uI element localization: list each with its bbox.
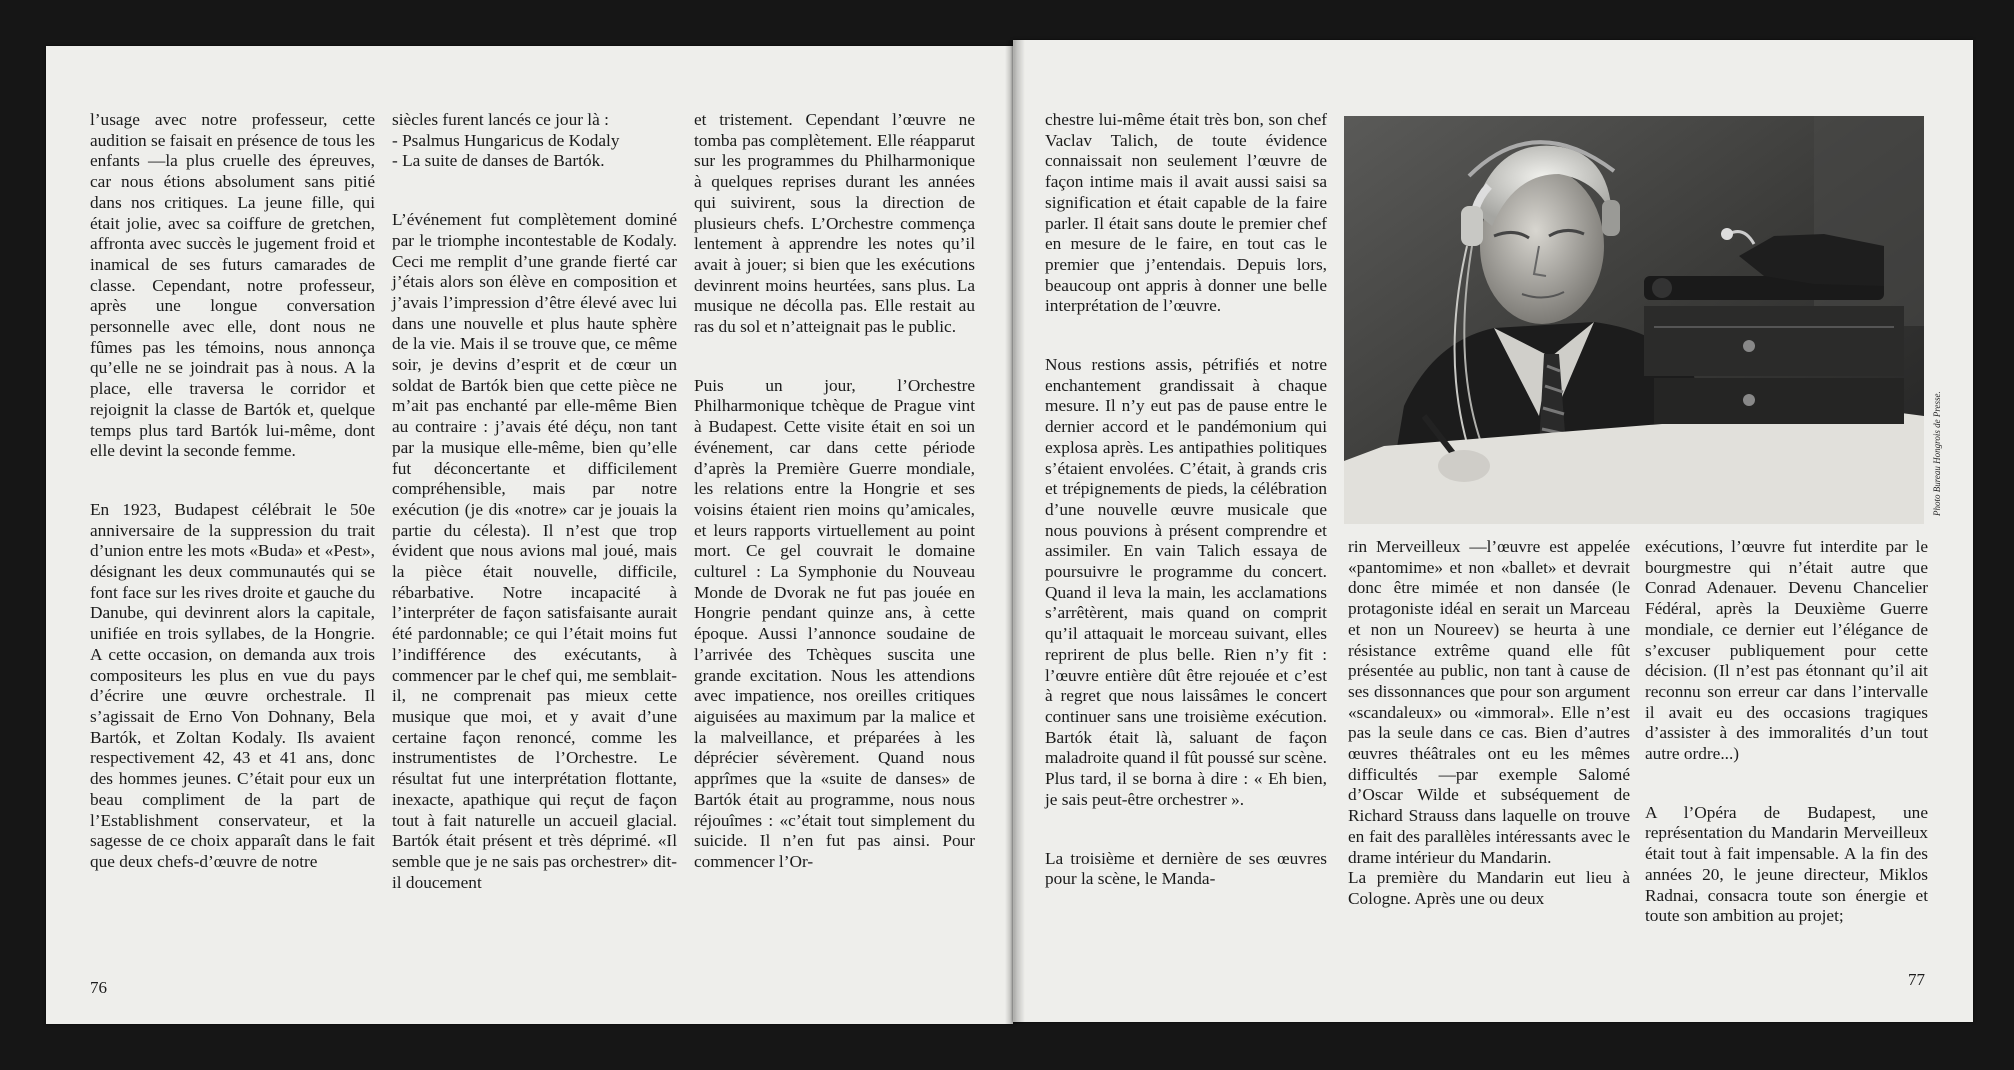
paragraph: A l’Opéra de Budapest, une représentation du Mandarin Merveilleux était tout à fait impensable. A la fin des années 20, le jeune directeur, Miklos Radnai, consacra toute son énergie et toute son ambition au projet; — [1645, 802, 1928, 926]
list-item: - La suite de danses de Bartók. — [392, 151, 605, 171]
photo-credit: Photo Bureau Hongrois de Presse. — [1932, 391, 1942, 516]
paragraph: et tristement. Cependant l’œuvre ne tomba pas complètement. Elle réapparut sur les programmes du Philharmonique à quelques reprises durant les années qui suivirent, sous la direction de plusieurs chefs. L’Orchestre commença lentement à apprendre les notes qu’il avait à jouer; si bien que les exécutions devinrent moins heurtées, sans plus. La musique ne décolla pas. Elle restait au ras du sol et n’atteignait pas le public. — [694, 110, 975, 337]
paragraph: La troisième et dernière de ses œuvres pour la scène, le Manda- — [1045, 848, 1327, 889]
page-number-left: 76 — [90, 978, 107, 997]
paragraph: L’événement fut complètement dominé par le triomphe incontestable de Kodaly. Ceci me remplit d’une grande fierté car j’étais alors son élève en composition et j’avais l’impression d’être élevé avec lui dans une nouvelle et plus haute sphère de la vie. Mais il se trouve que, ce même soir, je devins d’esprit et de cœur un soldat de Bartók bien que cette pièce ne m’ait pas enchanté par elle-même Bien au contraire : j’avais été déçu, non tant par la musique elle-même, bien qu’elle fut déconcertante et difficilement compréhensible, mais par notre exécution (je dis «notre» car je jouais la partie du célesta). Il n’est que trop évident que nous avions mal joué, mais la pièce était nouvelle, difficile, rébarbative. Notre incapacité à l’interpréter de façon satisfaisante aurait été pardonnable; ce qui l’était moins fut l’indifférence des exécutants, à commencer par le chef qui, me semblait-il, ne comprenait pas mieux cette musique que moi, et y avait d’une certaine façon renoncé, comme les instrumentistes de l’Orchestre. Le résultat fut une interprétation flottante, inexacte, apathique qui reçut de façon tout à fait naturelle un accueil glacial. Bartók était présent et très déprimé. «Il semble que je ne sais pas orchestrer» dit-il doucement — [392, 210, 677, 892]
right-column-3 — [1645, 537, 1928, 927]
paragraph: siècles furent lancés ce jour là : — [392, 110, 609, 129]
paragraph: chestre lui-même était très bon, son chef Vaclav Talich, de toute évidence connaissait non seulement l’œuvre de façon intime mais il avait aussi saisi sa signification et était capable de la faire parler. Il était sans doute le premier chef en mesure de le faire, en tout cas le premier que j’entendais. Depuis lors, beaucoup ont appris à donner une belle interprétation de l’œuvre. — [1045, 110, 1327, 316]
list-item: - Psalmus Hungaricus de Kodaly — [392, 130, 620, 150]
paragraph: La première du Mandarin eut lieu à Cologne. Après une ou deux — [1348, 868, 1630, 908]
paragraph: Puis un jour, l’Orchestre Philharmonique tchèque de Prague vint à Budapest. Cette visite était en soi un événement, car dans cette période d’après la Première Guerre mondiale, les relations entre la Hongrie et ses voisins étaient rien moins qu’amicales, et leurs rapports virtuellement au point mort. Ce gel couvrait le domaine culturel : La Symphonie du Nouveau Monde de Dvorak ne fut pas jouée en Hongrie pendant quinze ans, à cette époque. Aussi l’annonce soudaine de l’arrivée des Tchèques suscita une grande excitation. Nous les attendions avec impatience, nos oreilles critiques aiguisées au maximum par la malice et la malveillance, et préparées à les déprécier sévèrement. Quand nous apprîmes que la «suite de danses» de Bartók était au programme, nous nous réjouîmes : «c’était tout simplement du suicide. Il n’en fut pas ainsi. Pour commencer l’Or- — [694, 375, 975, 871]
paragraph: En 1923, Budapest célébrait le 50e anniversaire de la suppression du trait d’union entre les mots «Buda» et «Pest», désignant les deux communautés qui se font face sur les rives droite et gauche du Danube, qui devinrent alors la capitale, unifiée en trois syllabes, de la Hongrie. A cette occasion, on demanda aux trois compositeurs les plus en vue du pays d’écrire une œuvre orchestrale. Il s’agissait de Erno Von Dohnany, Bela Bartók, et Zoltan Kodaly. Ils avaient respectivement 42, 43 et 41 ans, donc des hommes jeunes. C’était pour eux un beau compliment de la part de l’Establishment conservateur, et la sagesse de ce choix apparaît dans le fait que deux chefs-d’œuvre de notre — [90, 499, 375, 871]
page-number-right: 77 — [1908, 970, 1925, 989]
left-column-3 — [694, 110, 975, 873]
paragraph: rin Merveilleux —l’œuvre est appelée «pantomime» et non «ballet» et devrait donc être mimée et non dansée (le protagoniste idéal en serait un Marceau et non un Noureev) se heurta à une résistance extrême quand elle fût présentée au public, non tant à cause de ses dissonnances que pour son argument «scandaleux» ou «immoral». Elle n’est pas la seule dans ce cas. Bien d’autres œuvres théâtrales ont eu les mêmes difficultés —par exemple Salomé d’Oscar Wilde et subséquement de Richard Strauss dans laquelle on trouve en fait des parallèles intéressants avec le drame intérieur du Mandarin. — [1348, 537, 1630, 867]
portrait-photo — [1344, 116, 1924, 524]
paragraph: exécutions, l’œuvre fut interdite par le bourgmestre qui n’était autre que Conrad Adenauer. Devenu Chancelier Fédéral, après la Deuxième Guerre mondiale, ce dernier eut l’élégance de s’excuser publiquement pour cette décision. (Il n’est pas étonnant qu’il ait reconnu son erreur car dans l’intervalle il avait eu des occasions tragiques d’assister à des immoralités d’un tout autre ordre...) — [1645, 537, 1928, 764]
paragraph: Nous restions assis, pétrifiés et notre enchantement grandissait à chaque mesure. Il n’y eut pas de pause entre le dernier accord et le pandémonium qui explosa après. Les antipathies politiques s’étaient envolées. C’était, à grands cris et trépignements de pieds, la célébration d’une nouvelle œuvre musicale que nous pouvions à présent comprendre et assimiler. En vain Talich essaya de poursuivre le programme du concert. Quand il leva la main, les acclamations s’arrêtèrent, mais quand on comprit qu’il attaquait le morceau suivant, elles reprirent de plus belle. Rien n’y fit : l’œuvre entière dût être rejouée et c’est à regret que nous laissâmes le concert continuer sans une troisième exécution. Bartók était là, saluant de façon maladroite quand il fût poussé sur scène. Plus tard, il se borna à dire : « Eh bien, je sais peut-être orchestrer ». — [1045, 355, 1327, 809]
right-column-1 — [1045, 110, 1327, 890]
paragraph: l’usage avec notre professeur, cette audition se faisait en présence de tous les enfants —la plus cruelle des épreuves, car nous étions absolument sans pitié dans nos critiques. La jeune fille, qui était jolie, avec sa coiffure de gretchen, affronta avec succès le jugement froid et inamical de ses futurs camarades de classe. Cependant, notre professeur, après une longue conversation personnelle avec elle, dont nous ne fûmes pas les témoins, nous annonça qu’elle ne se joindrait pas à nous. A la place, elle traversa le corridor et rejoignit la classe de Bartók et, quelque temps plus tard Bartók lui-même, dont elle devint la seconde femme. — [90, 110, 375, 461]
left-column-1 — [90, 110, 375, 873]
right-column-2 — [1348, 537, 1630, 910]
book-gutter — [1005, 40, 1025, 1024]
left-column-2 — [392, 110, 677, 893]
